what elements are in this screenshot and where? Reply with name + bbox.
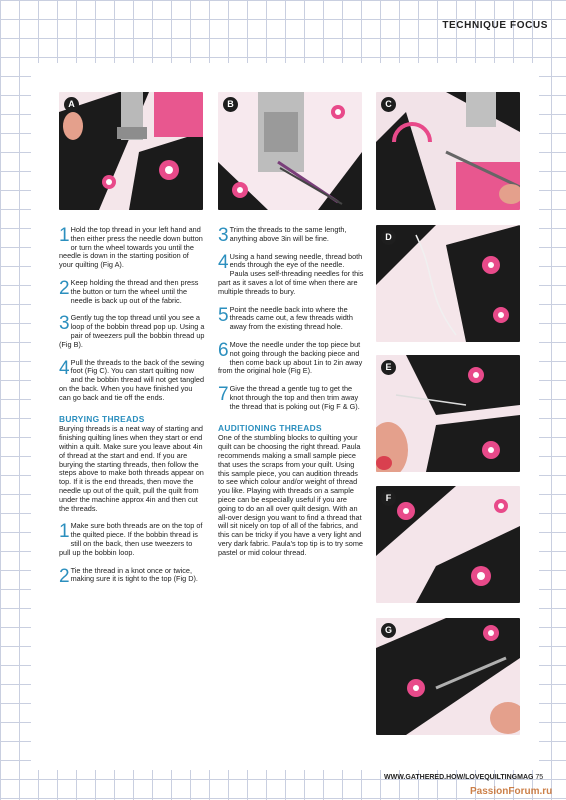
step-5-burying <box>218 306 364 332</box>
step-text: Tie the thread in a knot once or twice, making sure it is tight to the top (Fig D). <box>70 565 198 584</box>
section-header: TECHNIQUE FOCUS <box>442 20 548 31</box>
step-text: Hold the top thread in your left hand and then either press the needle down button or turn the wheel towards you until the needle is down in the starting position of your quilting (Fig A). <box>59 225 203 270</box>
step-number: 2 <box>59 277 70 299</box>
step-3 <box>59 314 205 349</box>
photo-fig-d <box>376 225 520 342</box>
section-text-burying: Burying threads is a neat way of starting and finishing quilting lines when they start or end within a quilt. Make sure you leave about 4in of thread at the start and end. If you are burying the starting threads, then follow the steps above to make both threads appear on top. If it is the end threads, then move the needle up out of the quilt, pull the quilt from under the machine approx 4in and then cut the threads. <box>59 424 204 513</box>
step-text: Gently tug the top thread until you see a loop of the bobbin thread pop up. Using a pair of tweezers pull the bobbin thread up (Fig B). <box>59 313 205 349</box>
photo-fig-a <box>59 92 203 210</box>
step-number: 4 <box>218 251 229 273</box>
step-4-burying <box>218 253 364 297</box>
step-number: 2 <box>59 565 70 587</box>
step-text: Give the thread a gentle tug to get the knot through the top and then trim away the thread that is poking out (Fig F & G). <box>229 384 360 411</box>
step-text: Trim the threads to the same length, anything above 3in will be fine. <box>229 225 347 243</box>
step-text: Point the needle back into where the threads came out, a few threads width away from the existing thread hole. <box>229 304 353 332</box>
fig-g-image <box>376 618 520 735</box>
step-text: Make sure both threads are on the top of the quilted piece. If the bobbin thread is still on the back, then use tweezers to pull up the bobbin loop. <box>59 521 203 557</box>
step-number: 5 <box>218 304 229 326</box>
fig-label-a: A <box>64 97 79 112</box>
step-4 <box>59 359 205 403</box>
step-number: 1 <box>59 225 70 246</box>
step-number: 1 <box>59 521 70 543</box>
fig-b-image <box>218 92 362 210</box>
footer-url[interactable]: WWW.GATHERED.HOW/LOVEQUILTINGMAG <box>384 774 534 781</box>
step-text: Using a hand sewing needle, thread both ends through the eye of the needle. Paula uses self-threading needles for this part as it saves a lot of time when there are multiple threads to bury. <box>218 251 364 296</box>
step-3-burying <box>218 226 364 244</box>
fig-label-b: B <box>223 97 238 112</box>
step-text: Pull the threads to the back of the sewing foot (Fig C). You can start quilting now and the bobbin thread will not get tangled on the back. When you have finished you can go back and tie off the ends. <box>59 357 205 402</box>
step-text: Keep holding the thread and then press the button or turn the wheel until the needle is back up out of the fabric. <box>70 277 199 305</box>
fig-label-c: C <box>381 97 396 112</box>
step-1-burying <box>59 522 205 557</box>
fig-label-e: E <box>381 360 396 375</box>
step-1 <box>59 226 205 270</box>
fig-f-image <box>376 486 520 603</box>
step-6-burying <box>218 341 364 376</box>
text-column-1 <box>59 226 205 593</box>
photo-fig-g <box>376 618 520 735</box>
section-text-auditioning: One of the stumbling blocks to quilting your quilt can be choosing the right thread. Paula recommends making a small sample piece that uses the scraps from your quilt. Using this sample piece, you can audition threads to see which colour and/or weight of thread you like. Playing with threads on a sample piece can be especially useful if you are going to do an all over quilt design. With an all-over design you want to find a thread that will sit nicely on top of all of the fabrics, and this can be tricky if you have a very light and very dark fabric. Paula's top tip is to try some pastel or mid colour thread. <box>218 433 363 557</box>
fig-c-image <box>376 92 520 210</box>
step-2-burying <box>59 567 205 585</box>
step-number: 4 <box>59 357 70 379</box>
watermark: PassionForum.ru <box>470 786 553 797</box>
photo-fig-b <box>218 92 362 210</box>
fig-label-d: D <box>381 230 396 245</box>
step-number: 6 <box>218 339 229 361</box>
section-heading-auditioning: AUDITIONING THREADS <box>218 422 322 433</box>
fig-d-image <box>376 225 520 342</box>
step-number: 7 <box>218 384 229 406</box>
step-number: 3 <box>218 225 229 246</box>
fig-label-g: G <box>381 623 396 638</box>
step-2 <box>59 279 205 305</box>
section-heading-burying: BURYING THREADS <box>59 413 145 424</box>
photo-fig-f <box>376 486 520 603</box>
fig-a-image <box>59 92 203 210</box>
step-number: 3 <box>59 313 70 335</box>
photo-fig-c <box>376 92 520 210</box>
fig-e-image <box>376 355 520 472</box>
photo-fig-e <box>376 355 520 472</box>
text-column-2 <box>218 226 364 567</box>
footer <box>384 774 543 781</box>
fig-label-f: F <box>381 491 396 506</box>
step-text: Move the needle under the top piece but not going through the backing piece and then come back up about 1in to 2in away from the original hole (Fig E). <box>218 339 363 376</box>
page-number: 75 <box>535 774 544 781</box>
step-7-burying <box>218 385 364 411</box>
